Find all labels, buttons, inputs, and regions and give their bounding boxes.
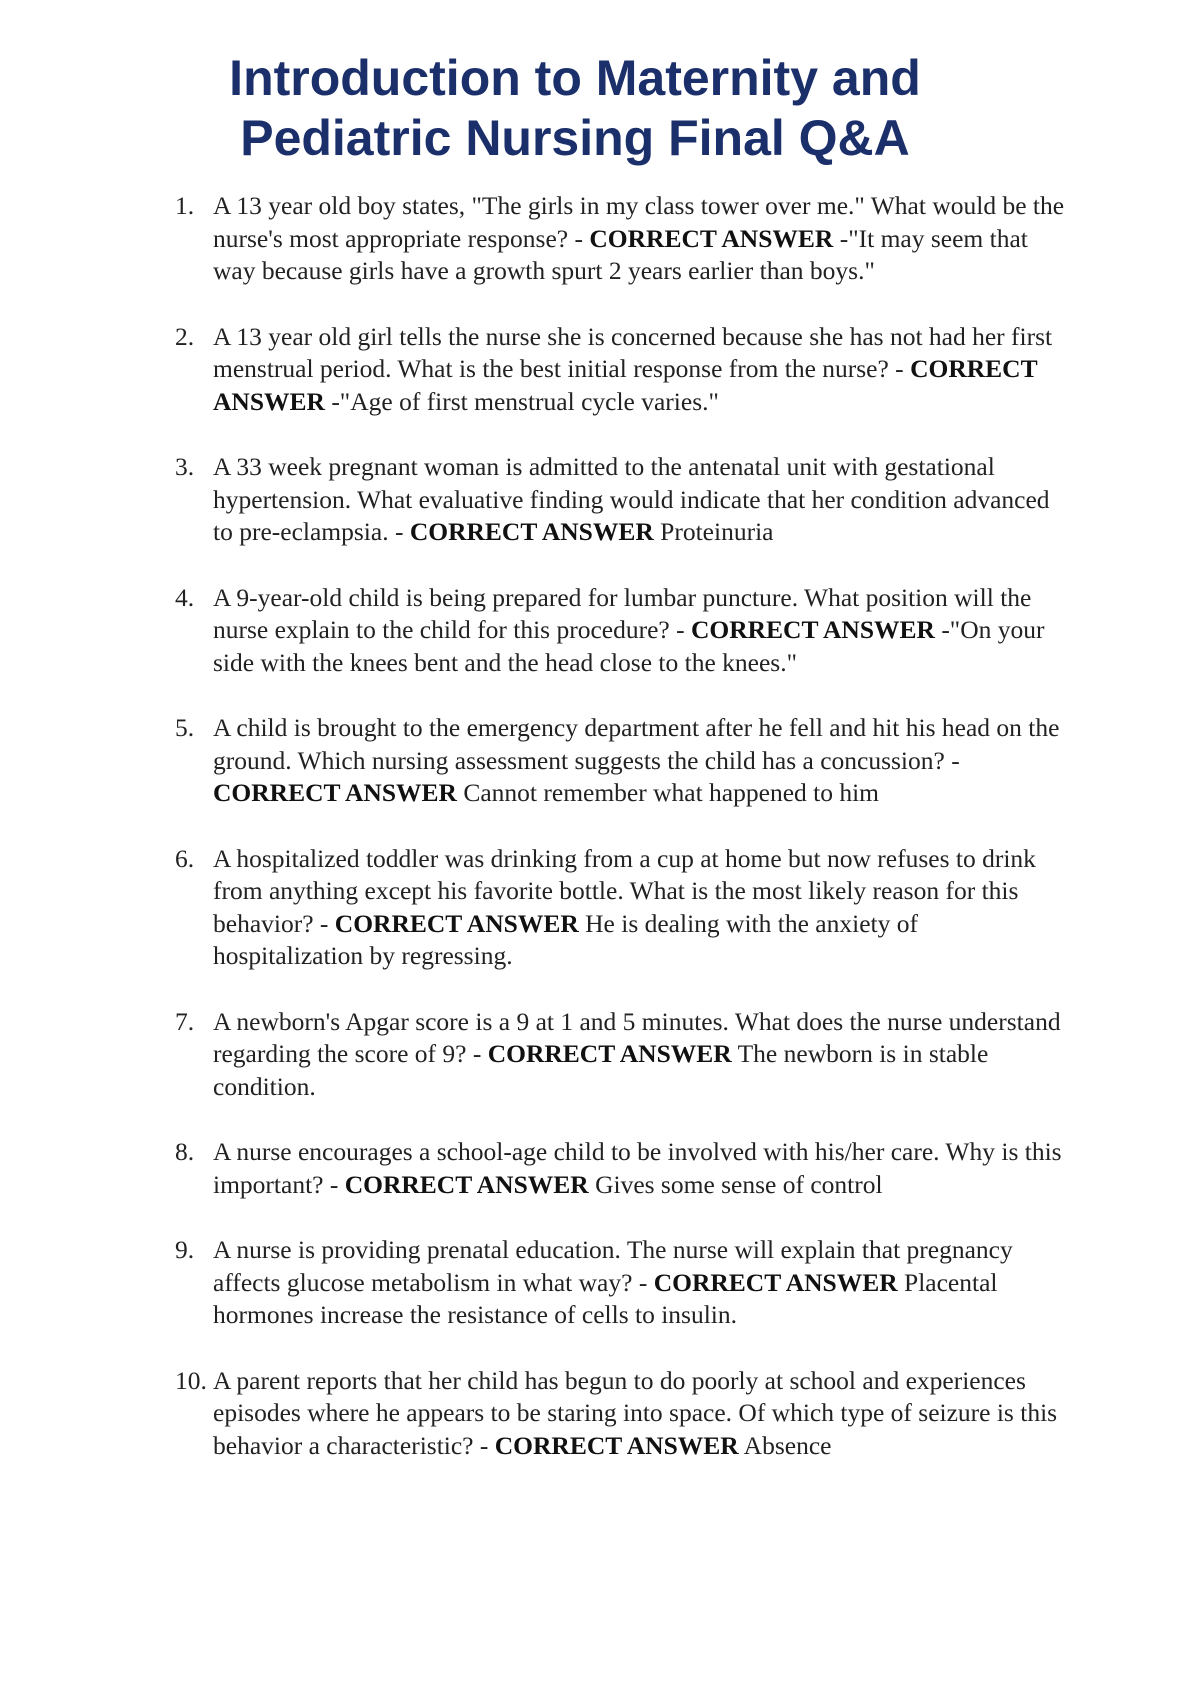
question-text: A parent reports that her child has begun to do poorly at school and experiences episodes where he appears to be staring into space. Of which type of seizure is this behavior a characteristic? - (213, 1365, 1058, 1460)
question-item-7 (175, 1006, 1065, 1104)
answer-text: Placental hormones increase the resistance of cells to insulin. (213, 1267, 998, 1329)
question-text: A 13 year old boy states, "The girls in my class tower over me." What would be the nurse's most appropriate response? - (213, 191, 1065, 253)
question-item-8 (175, 1136, 1065, 1201)
question-number: 5. (175, 713, 195, 742)
question-item-6 (175, 843, 1065, 973)
question-text: A 33 week pregnant woman is admitted to the antenatal unit with gestational hypertension. What evaluative finding would indicate that her condition advanced to pre-eclampsia. - (213, 452, 1050, 546)
question-text: A newborn's Apgar score is a 9 at 1 and 5 minutes. What does the nurse understand regarding the score of 9? - (213, 1006, 1061, 1068)
question-list (175, 190, 1065, 1495)
question-number: 8. (175, 1137, 195, 1166)
title-line-2: Pediatric Nursing Final Q&A (240, 110, 910, 166)
answer-text: Absence (738, 1430, 832, 1460)
question-text: A nurse encourages a school-age child to be involved with his/her care. Why is this important? - (213, 1137, 1062, 1199)
title-line-1: Introduction to Maternity and (229, 50, 921, 106)
question-text: A child is brought to the emergency department after he fell and hit his head on the ground. Which nursing assessment suggests the child has a concussion? - (213, 713, 1060, 775)
answer-text: The newborn is in stable condition. (213, 1039, 989, 1101)
answer-text: Gives some sense of control (588, 1169, 883, 1199)
answer-label: CORRECT ANSWER (494, 1430, 739, 1460)
question-item-2 (175, 321, 1065, 419)
question-number: 6. (175, 843, 195, 873)
question-number: 4. (175, 582, 195, 612)
answer-label: CORRECT ANSWER (589, 223, 834, 253)
question-text: A 9-year-old child is being prepared for lumbar puncture. What position will the nurse explain to the child for this procedure? - (213, 582, 1032, 644)
answer-text: He is dealing with the anxiety of hospitalization by regressing. (213, 908, 918, 970)
answer-label: CORRECT ANSWER (409, 517, 654, 546)
question-text: A hospitalized toddler was drinking from a cup at home but now refuses to drink from anything except his favorite bottle. What is the most likely reason for this behavior? - (213, 843, 1036, 938)
answer-text: Cannot remember what happened to him (456, 778, 880, 807)
answer-label: CORRECT ANSWER (213, 354, 1038, 416)
question-item-10 (175, 1365, 1065, 1463)
question-text: A 13 year old girl tells the nurse she is concerned because she has not had her first menstrual period. What is the best initial response from the nurse? - (213, 321, 1053, 383)
answer-text: -"Age of first menstrual cycle varies." (324, 386, 719, 416)
question-number: 9. (175, 1235, 195, 1264)
question-number: 7. (175, 1006, 195, 1036)
answer-label: CORRECT ANSWER (690, 615, 935, 644)
answer-label: CORRECT ANSWER (653, 1267, 898, 1297)
answer-label: CORRECT ANSWER (344, 1169, 589, 1199)
question-number: 3. (175, 452, 195, 481)
answer-label: CORRECT ANSWER (334, 908, 579, 938)
answer-text: -"It may seem that way because girls have a growth spurt 2 years earlier than boys." (213, 223, 1028, 285)
question-item-3 (175, 451, 1065, 549)
answer-label: CORRECT ANSWER (213, 778, 457, 807)
answer-text: -"On your side with the knees bent and the head close to the knees." (213, 615, 1045, 677)
question-number: 2. (175, 321, 195, 351)
question-item-9 (175, 1234, 1065, 1332)
question-item-1 (175, 190, 1065, 288)
question-number: 1. (175, 191, 195, 220)
answer-text: Proteinuria (653, 517, 774, 546)
page-title (0, 48, 1150, 168)
question-item-4 (175, 582, 1065, 680)
answer-label: CORRECT ANSWER (487, 1039, 732, 1068)
question-number: 10. (175, 1365, 207, 1395)
question-text: A nurse is providing prenatal education. The nurse will explain that pregnancy affects glucose metabolism in what way? - (213, 1235, 1013, 1297)
question-item-5 (175, 712, 1065, 810)
